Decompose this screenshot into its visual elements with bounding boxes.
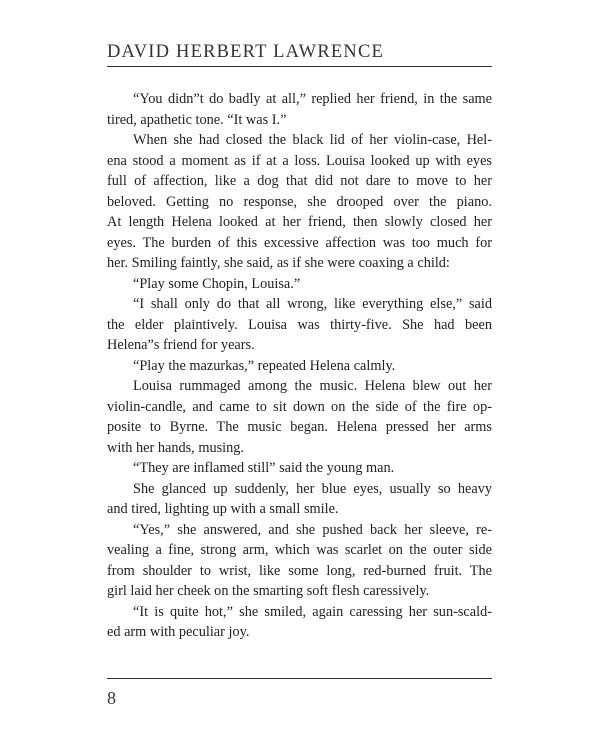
body-text: [107, 89, 492, 643]
text-line: “It is quite hot,” she smiled, again caressing her sun-scald-: [133, 603, 492, 620]
text-line: beloved. Getting no response, she drooped over the piano.: [107, 193, 492, 210]
text-line: “They are inflamed still” said the young man.: [133, 460, 395, 476]
text-line: “Play the mazurkas,” repeated Helena calmly.: [133, 357, 396, 374]
text-line: her. Smiling faintly, she said, as if she were coaxing a child:: [107, 255, 450, 271]
text-line: from shoulder to wrist, like some long, red-burned fruit. The: [107, 562, 492, 579]
text-line: “Play some Chopin, Louisa.”: [133, 275, 301, 292]
text-line: vealing a fine, strong arm, which was scarlet on the outer side: [107, 542, 492, 558]
page-number: 8: [107, 688, 116, 708]
text-line: When she had closed the black lid of her violin-case, Hel-: [133, 132, 492, 148]
text-line: girl laid her cheek on the smarting soft flesh caressively.: [107, 583, 430, 599]
text-line: posite to Byrne. The music began. Helena pressed her arms: [107, 419, 492, 435]
text-line: ena stood a moment as if at a loss. Louisa looked up with eyes: [107, 152, 492, 169]
text-line: tired, apathetic tone. “It was I.”: [107, 111, 287, 128]
footer-rule: [107, 678, 492, 679]
text-line: “You didn”t do badly at all,” replied her friend, in the same: [133, 91, 492, 107]
text-line: Helena”s friend for years.: [107, 337, 255, 353]
text-line: the elder plaintively. Louisa was thirty-five. She had been: [107, 316, 492, 333]
text-line: ed arm with peculiar joy.: [107, 624, 250, 640]
text-line: Louisa rummaged among the music. Helena blew out her: [133, 378, 492, 394]
text-line: eyes. The burden of this excessive affection was too much for: [107, 234, 492, 251]
text-line: violin-candle, and came to sit down on the side of the fire op-: [107, 398, 492, 415]
text-line: At length Helena looked at her friend, then slowly closed her: [107, 214, 492, 230]
text-line: She glanced up suddenly, her blue eyes, usually so heavy: [133, 480, 492, 497]
running-head: DAVID HERBERT LAWRENCE: [107, 42, 384, 62]
text-line: and tired, lighting up with a small smile.: [107, 501, 339, 517]
text-line: “I shall only do that all wrong, like everything else,” said: [133, 296, 492, 312]
text-line: “Yes,” she answered, and she pushed back her sleeve, re-: [133, 521, 492, 538]
header-rule: [107, 66, 492, 67]
text-line: with her hands, musing.: [107, 439, 245, 456]
text-line: full of affection, like a dog that did not dare to move to her: [107, 173, 492, 189]
